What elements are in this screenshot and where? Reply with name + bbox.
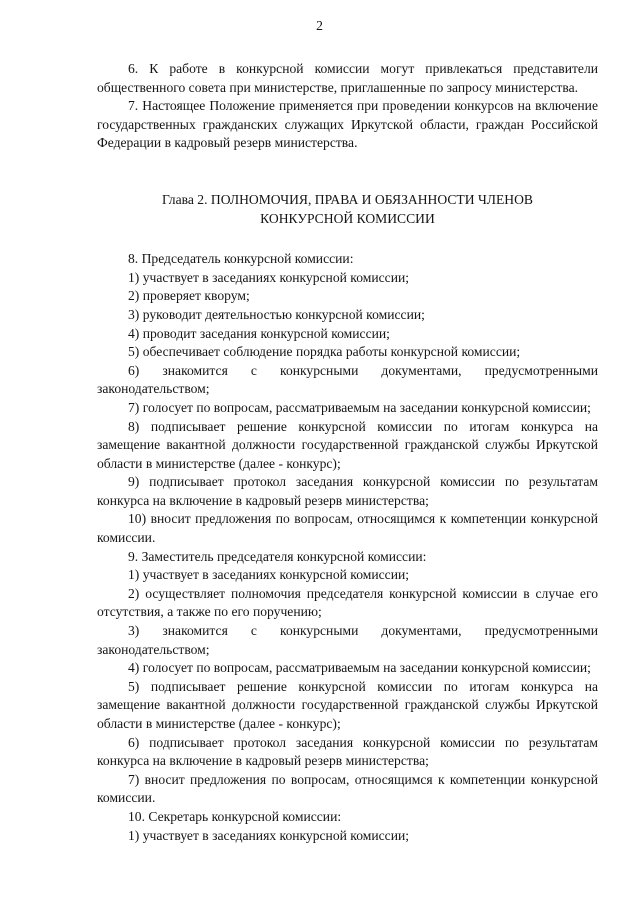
list-item: 9) подписывает протокол заседания конкурсной комиссии по результатам конкурса на включение в кадровый резерв министерства;: [97, 474, 598, 508]
list-item: 2) осуществляет полномочия председателя конкурсной комиссии в случае его отсутствия, а также по его поручению;: [97, 585, 598, 620]
list-item: 3) знакомится с конкурсными документами, предусмотренными законодательством;: [97, 623, 598, 657]
list-item: 4) проводит заседания конкурсной комиссии;: [128, 325, 390, 341]
paragraph-7: 7. Настоящее Положение применяется при проведении конкурсов на включение государственных гражданских служащих Иркутской области, граждан Российской Федерации в кадровый резерв министерства.: [97, 98, 598, 151]
list-item: 1) участвует в заседаниях конкурсной комиссии;: [128, 827, 410, 843]
chapter-heading-line-1: Глава 2. ПОЛНОМОЧИЯ, ПРАВА И ОБЯЗАННОСТИ ЧЛЕНОВ: [161, 191, 534, 207]
list-item: 5) подписывает решение конкурсной комиссии по итогам конкурса на замещение вакантной должности государственной гражданской службы Иркутской области в министерстве (далее - конкурс);: [97, 678, 598, 731]
list-item: 7) голосует по вопросам, рассматриваемым на заседании конкурсной комиссии;: [128, 399, 591, 415]
list-item: 4) голосует по вопросам, рассматриваемым на заседании конкурсной комиссии;: [128, 660, 591, 676]
document-body: [97, 60, 598, 845]
list-item: 10) вносит предложения по вопросам, относящимся к компетенции конкурсной комиссии.: [97, 511, 598, 546]
list-item: 7) вносит предложения по вопросам, относящимся к компетенции конкурсной комиссии.: [97, 771, 598, 806]
page-number: 2: [316, 18, 323, 33]
list-item: 1) участвует в заседаниях конкурсной комиссии;: [128, 269, 410, 285]
paragraph-10-title: 10. Секретарь конкурсной комиссии:: [128, 808, 342, 824]
list-item: 2) проверяет кворум;: [128, 288, 250, 304]
list-item: 1) участвует в заседаниях конкурсной комиссии;: [128, 567, 410, 583]
paragraph-9-title: 9. Заместитель председателя конкурсной комиссии:: [128, 548, 427, 564]
list-item: 5) обеспечивает соблюдение порядка работы конкурсной комиссии;: [128, 344, 521, 360]
paragraph-8-title: 8. Председатель конкурсной комиссии:: [128, 251, 354, 267]
list-item: 6) знакомится с конкурсными документами, предусмотренными законодательством;: [97, 362, 598, 397]
list-item: 3) руководит деятельностью конкурсной комиссии;: [128, 306, 425, 322]
paragraph-6: 6. К работе в конкурсной комиссии могут привлекаться представители общественного совета при министерстве, приглашенные по запросу министерства.: [97, 61, 598, 95]
list-item: 8) подписывает решение конкурсной комиссии по итогам конкурса на замещение вакантной должности государственной гражданской службы Иркутской области в министерстве (далее - конкурс);: [97, 418, 598, 471]
list-item: 6) подписывает протокол заседания конкурсной комиссии по результатам конкурса на включение в кадровый резерв министерства;: [97, 734, 598, 769]
chapter-heading: [97, 191, 598, 228]
chapter-heading-line-2: КОНКУРСНОЙ КОМИССИИ: [260, 210, 435, 226]
